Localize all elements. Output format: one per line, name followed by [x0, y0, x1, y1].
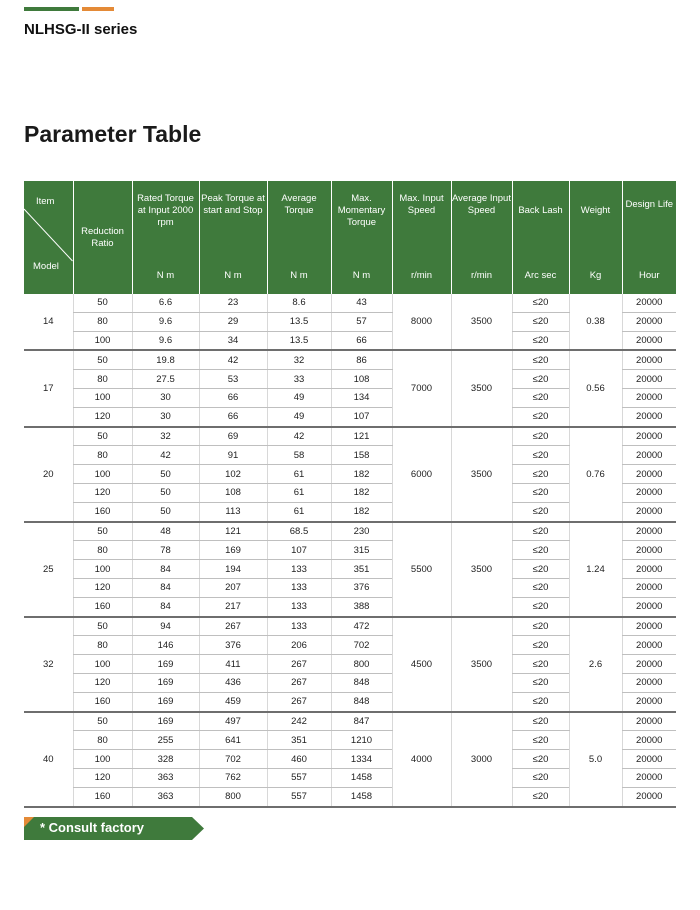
peak-torque-cell: 762: [199, 768, 267, 787]
ratio-cell: 50: [73, 617, 132, 636]
back-lash-cell: ≤20: [512, 578, 569, 597]
rated-torque-cell: 27.5: [132, 370, 199, 389]
rated-torque-cell: 169: [132, 655, 199, 674]
ratio-cell: 120: [73, 673, 132, 692]
peak-torque-cell: 411: [199, 655, 267, 674]
peak-torque-cell: 66: [199, 407, 267, 426]
table-row: [24, 427, 676, 446]
design-life-cell: 20000: [622, 502, 676, 521]
ratio-cell: 100: [73, 331, 132, 350]
max-momentary-torque-cell: 86: [331, 350, 392, 369]
max-momentary-torque-cell: 230: [331, 522, 392, 541]
ratio-cell: 120: [73, 483, 132, 502]
peak-torque-cell: 53: [199, 370, 267, 389]
peak-torque-cell: 376: [199, 636, 267, 655]
weight-cell: 1.24: [569, 522, 622, 617]
table-row: [24, 617, 676, 636]
peak-torque-cell: 29: [199, 312, 267, 331]
max-momentary-torque-cell: 847: [331, 712, 392, 731]
peak-torque-cell: 207: [199, 578, 267, 597]
max-momentary-torque-cell: 702: [331, 636, 392, 655]
average-torque-cell: 61: [267, 502, 331, 521]
rated-torque-cell: 255: [132, 731, 199, 750]
max-momentary-torque-cell: 472: [331, 617, 392, 636]
rated-torque-cell: 169: [132, 673, 199, 692]
ratio-cell: 80: [73, 636, 132, 655]
peak-torque-cell: 217: [199, 597, 267, 616]
ratio-cell: 160: [73, 597, 132, 616]
unit-average-input-speed: r/min: [451, 258, 512, 294]
accent-bar-orange: [82, 7, 114, 11]
header-average-input-speed: [451, 181, 512, 258]
average-torque-cell: 13.5: [267, 331, 331, 350]
design-life-cell: 20000: [622, 312, 676, 331]
consult-factory-tag: [24, 817, 204, 840]
max-momentary-torque-cell: 158: [331, 446, 392, 465]
max-input-speed-cell: 7000: [392, 350, 451, 426]
design-life-cell: 20000: [622, 294, 676, 312]
average-torque-cell: 133: [267, 597, 331, 616]
page-title: Parameter Table: [24, 121, 202, 147]
table-body: [24, 294, 676, 807]
max-input-speed-cell: 8000: [392, 294, 451, 350]
peak-torque-cell: 641: [199, 731, 267, 750]
corner-model-label: Model: [33, 261, 59, 272]
ratio-cell: 100: [73, 465, 132, 484]
design-life-cell: 20000: [622, 370, 676, 389]
header-max-momentary-torque: [331, 181, 392, 258]
back-lash-cell: ≤20: [512, 331, 569, 350]
peak-torque-cell: 69: [199, 427, 267, 446]
average-torque-cell: 267: [267, 692, 331, 711]
rated-torque-cell: 363: [132, 787, 199, 806]
header-average-torque-label: Average Torque: [281, 193, 317, 216]
model-cell: 40: [24, 712, 73, 807]
design-life-cell: 20000: [622, 560, 676, 579]
back-lash-cell: ≤20: [512, 560, 569, 579]
back-lash-cell: ≤20: [512, 446, 569, 465]
back-lash-cell: ≤20: [512, 388, 569, 407]
max-momentary-torque-cell: 848: [331, 673, 392, 692]
rated-torque-cell: 30: [132, 388, 199, 407]
model-cell: 32: [24, 617, 73, 712]
max-input-speed-cell: 4500: [392, 617, 451, 712]
max-momentary-torque-cell: 351: [331, 560, 392, 579]
back-lash-cell: ≤20: [512, 312, 569, 331]
unit-max-input-speed: r/min: [392, 258, 451, 294]
back-lash-cell: ≤20: [512, 294, 569, 312]
header-weight: [569, 181, 622, 258]
rated-torque-cell: 84: [132, 578, 199, 597]
ratio-cell: 120: [73, 768, 132, 787]
max-momentary-torque-cell: 1210: [331, 731, 392, 750]
design-life-cell: 20000: [622, 331, 676, 350]
max-momentary-torque-cell: 1458: [331, 787, 392, 806]
ratio-cell: 80: [73, 541, 132, 560]
rated-torque-cell: 32: [132, 427, 199, 446]
back-lash-cell: ≤20: [512, 692, 569, 711]
max-momentary-torque-cell: 800: [331, 655, 392, 674]
design-life-cell: 20000: [622, 407, 676, 426]
table-row: [24, 350, 676, 369]
back-lash-cell: ≤20: [512, 768, 569, 787]
design-life-cell: 20000: [622, 787, 676, 806]
ratio-cell: 100: [73, 655, 132, 674]
back-lash-cell: ≤20: [512, 750, 569, 769]
rated-torque-cell: 78: [132, 541, 199, 560]
design-life-cell: 20000: [622, 578, 676, 597]
unit-average-torque: N m: [267, 258, 331, 294]
back-lash-cell: ≤20: [512, 522, 569, 541]
rated-torque-cell: 9.6: [132, 312, 199, 331]
average-torque-cell: 267: [267, 655, 331, 674]
average-torque-cell: 557: [267, 768, 331, 787]
header-average-torque: [267, 181, 331, 258]
ratio-cell: 50: [73, 522, 132, 541]
rated-torque-cell: 50: [132, 465, 199, 484]
unit-weight: Kg: [569, 258, 622, 294]
average-torque-cell: 107: [267, 541, 331, 560]
average-torque-cell: 61: [267, 483, 331, 502]
consult-factory-text: * Consult factory: [40, 820, 145, 835]
peak-torque-cell: 459: [199, 692, 267, 711]
max-momentary-torque-cell: 107: [331, 407, 392, 426]
ratio-cell: 160: [73, 692, 132, 711]
design-life-cell: 20000: [622, 617, 676, 636]
average-torque-cell: 61: [267, 465, 331, 484]
max-momentary-torque-cell: 315: [331, 541, 392, 560]
ratio-cell: 50: [73, 350, 132, 369]
design-life-cell: 20000: [622, 768, 676, 787]
design-life-cell: 20000: [622, 427, 676, 446]
average-torque-cell: 133: [267, 617, 331, 636]
peak-torque-cell: 121: [199, 522, 267, 541]
rated-torque-cell: 50: [132, 502, 199, 521]
unit-max-momentary-torque: N m: [331, 258, 392, 294]
peak-torque-cell: 34: [199, 331, 267, 350]
ratio-cell: 50: [73, 294, 132, 312]
max-momentary-torque-cell: 121: [331, 427, 392, 446]
average-torque-cell: 32: [267, 350, 331, 369]
max-input-speed-cell: 6000: [392, 427, 451, 522]
max-momentary-torque-cell: 1458: [331, 768, 392, 787]
table-row: [24, 522, 676, 541]
weight-cell: 2.6: [569, 617, 622, 712]
average-torque-cell: 460: [267, 750, 331, 769]
header-reduction-ratio: Reduction Ratio: [73, 181, 132, 294]
average-torque-cell: 557: [267, 787, 331, 806]
design-life-cell: 20000: [622, 731, 676, 750]
max-input-speed-cell: 5500: [392, 522, 451, 617]
average-input-speed-cell: 3500: [451, 522, 512, 617]
design-life-cell: 20000: [622, 350, 676, 369]
corner-item-label: Item: [36, 196, 55, 207]
model-cell: 17: [24, 350, 73, 426]
back-lash-cell: ≤20: [512, 655, 569, 674]
ratio-cell: 50: [73, 427, 132, 446]
peak-torque-cell: 66: [199, 388, 267, 407]
back-lash-cell: ≤20: [512, 465, 569, 484]
average-input-speed-cell: 3000: [451, 712, 512, 807]
unit-rated-torque: N m: [132, 258, 199, 294]
max-momentary-torque-cell: 66: [331, 331, 392, 350]
design-life-cell: 20000: [622, 465, 676, 484]
design-life-cell: 20000: [622, 750, 676, 769]
average-torque-cell: 351: [267, 731, 331, 750]
ratio-cell: 80: [73, 312, 132, 331]
peak-torque-cell: 42: [199, 350, 267, 369]
header-design-life-label: Design Life: [625, 199, 674, 210]
rated-torque-cell: 50: [132, 483, 199, 502]
peak-torque-cell: 169: [199, 541, 267, 560]
average-torque-cell: 267: [267, 673, 331, 692]
back-lash-cell: ≤20: [512, 787, 569, 806]
rated-torque-cell: 42: [132, 446, 199, 465]
design-life-cell: 20000: [622, 692, 676, 711]
max-momentary-torque-cell: 182: [331, 465, 392, 484]
average-torque-cell: 49: [267, 407, 331, 426]
header-max-input-speed-label: Max. Input Speed: [399, 193, 444, 216]
header-design-life: [622, 181, 676, 258]
max-momentary-torque-cell: 108: [331, 370, 392, 389]
rated-torque-cell: 94: [132, 617, 199, 636]
rated-torque-cell: 9.6: [132, 331, 199, 350]
peak-torque-cell: 108: [199, 483, 267, 502]
rated-torque-cell: 169: [132, 712, 199, 731]
table-row: [24, 294, 676, 312]
back-lash-cell: ≤20: [512, 370, 569, 389]
ratio-cell: 80: [73, 446, 132, 465]
average-torque-cell: 133: [267, 560, 331, 579]
back-lash-cell: ≤20: [512, 673, 569, 692]
design-life-cell: 20000: [622, 522, 676, 541]
rated-torque-cell: 84: [132, 560, 199, 579]
rated-torque-cell: 6.6: [132, 294, 199, 312]
design-life-cell: 20000: [622, 388, 676, 407]
model-cell: 20: [24, 427, 73, 522]
design-life-cell: 20000: [622, 655, 676, 674]
back-lash-cell: ≤20: [512, 541, 569, 560]
ratio-cell: 160: [73, 787, 132, 806]
corner-header: [24, 181, 73, 294]
average-torque-cell: 133: [267, 578, 331, 597]
rated-torque-cell: 19.8: [132, 350, 199, 369]
average-torque-cell: 49: [267, 388, 331, 407]
peak-torque-cell: 800: [199, 787, 267, 806]
design-life-cell: 20000: [622, 597, 676, 616]
rated-torque-cell: 30: [132, 407, 199, 426]
header-weight-label: Weight: [580, 205, 611, 216]
average-input-speed-cell: 3500: [451, 427, 512, 522]
ratio-cell: 160: [73, 502, 132, 521]
average-torque-cell: 8.6: [267, 294, 331, 312]
unit-design-life: Hour: [622, 258, 676, 294]
back-lash-cell: ≤20: [512, 427, 569, 446]
rated-torque-cell: 363: [132, 768, 199, 787]
back-lash-cell: ≤20: [512, 731, 569, 750]
design-life-cell: 20000: [622, 483, 676, 502]
average-torque-cell: 13.5: [267, 312, 331, 331]
average-torque-cell: 33: [267, 370, 331, 389]
peak-torque-cell: 497: [199, 712, 267, 731]
average-torque-cell: 206: [267, 636, 331, 655]
ratio-cell: 120: [73, 578, 132, 597]
peak-torque-cell: 702: [199, 750, 267, 769]
average-input-speed-cell: 3500: [451, 294, 512, 350]
max-momentary-torque-cell: 376: [331, 578, 392, 597]
design-life-cell: 20000: [622, 673, 676, 692]
parameter-table: [24, 181, 676, 808]
header-peak-torque: [199, 181, 267, 258]
table-row: [24, 712, 676, 731]
ratio-cell: 100: [73, 560, 132, 579]
ratio-cell: 100: [73, 388, 132, 407]
rated-torque-cell: 48: [132, 522, 199, 541]
peak-torque-cell: 267: [199, 617, 267, 636]
max-momentary-torque-cell: 1334: [331, 750, 392, 769]
max-momentary-torque-cell: 182: [331, 483, 392, 502]
back-lash-cell: ≤20: [512, 712, 569, 731]
peak-torque-cell: 23: [199, 294, 267, 312]
peak-torque-cell: 91: [199, 446, 267, 465]
rated-torque-cell: 328: [132, 750, 199, 769]
max-input-speed-cell: 4000: [392, 712, 451, 807]
ratio-cell: 80: [73, 731, 132, 750]
weight-cell: 0.56: [569, 350, 622, 426]
header-back-lash: [512, 181, 569, 258]
header-max-input-speed: [392, 181, 451, 258]
header-rated-torque: [132, 181, 199, 258]
weight-cell: 5.0: [569, 712, 622, 807]
ratio-cell: 100: [73, 750, 132, 769]
unit-peak-torque: N m: [199, 258, 267, 294]
peak-torque-cell: 102: [199, 465, 267, 484]
back-lash-cell: ≤20: [512, 407, 569, 426]
ratio-cell: 80: [73, 370, 132, 389]
header-max-momentary-torque-label: Max. Momentary Torque: [337, 193, 386, 228]
design-life-cell: 20000: [622, 636, 676, 655]
weight-cell: 0.38: [569, 294, 622, 350]
unit-back-lash: Arc sec: [512, 258, 569, 294]
ratio-cell: 50: [73, 712, 132, 731]
back-lash-cell: ≤20: [512, 636, 569, 655]
header-average-input-speed-label: Average Input Speed: [452, 193, 511, 216]
max-momentary-torque-cell: 43: [331, 294, 392, 312]
design-life-cell: 20000: [622, 712, 676, 731]
rated-torque-cell: 146: [132, 636, 199, 655]
max-momentary-torque-cell: 134: [331, 388, 392, 407]
model-cell: 14: [24, 294, 73, 350]
peak-torque-cell: 113: [199, 502, 267, 521]
max-momentary-torque-cell: 388: [331, 597, 392, 616]
back-lash-cell: ≤20: [512, 617, 569, 636]
header-peak-torque-label: Peak Torque at start and Stop: [201, 193, 265, 216]
design-life-cell: 20000: [622, 446, 676, 465]
back-lash-cell: ≤20: [512, 350, 569, 369]
ratio-cell: 120: [73, 407, 132, 426]
model-cell: 25: [24, 522, 73, 617]
accent-bar-green: [24, 7, 79, 11]
header-back-lash-label: Back Lash: [518, 205, 563, 216]
design-life-cell: 20000: [622, 541, 676, 560]
average-torque-cell: 58: [267, 446, 331, 465]
rated-torque-cell: 84: [132, 597, 199, 616]
back-lash-cell: ≤20: [512, 502, 569, 521]
max-momentary-torque-cell: 848: [331, 692, 392, 711]
peak-torque-cell: 194: [199, 560, 267, 579]
average-torque-cell: 68.5: [267, 522, 331, 541]
max-momentary-torque-cell: 57: [331, 312, 392, 331]
back-lash-cell: ≤20: [512, 597, 569, 616]
back-lash-cell: ≤20: [512, 483, 569, 502]
average-torque-cell: 242: [267, 712, 331, 731]
rated-torque-cell: 169: [132, 692, 199, 711]
series-title: NLHSG-II series: [24, 21, 138, 38]
average-input-speed-cell: 3500: [451, 350, 512, 426]
average-input-speed-cell: 3500: [451, 617, 512, 712]
average-torque-cell: 42: [267, 427, 331, 446]
max-momentary-torque-cell: 182: [331, 502, 392, 521]
header-rated-torque-label: Rated Torque at Input 2000 rpm: [137, 193, 194, 228]
weight-cell: 0.76: [569, 427, 622, 522]
peak-torque-cell: 436: [199, 673, 267, 692]
